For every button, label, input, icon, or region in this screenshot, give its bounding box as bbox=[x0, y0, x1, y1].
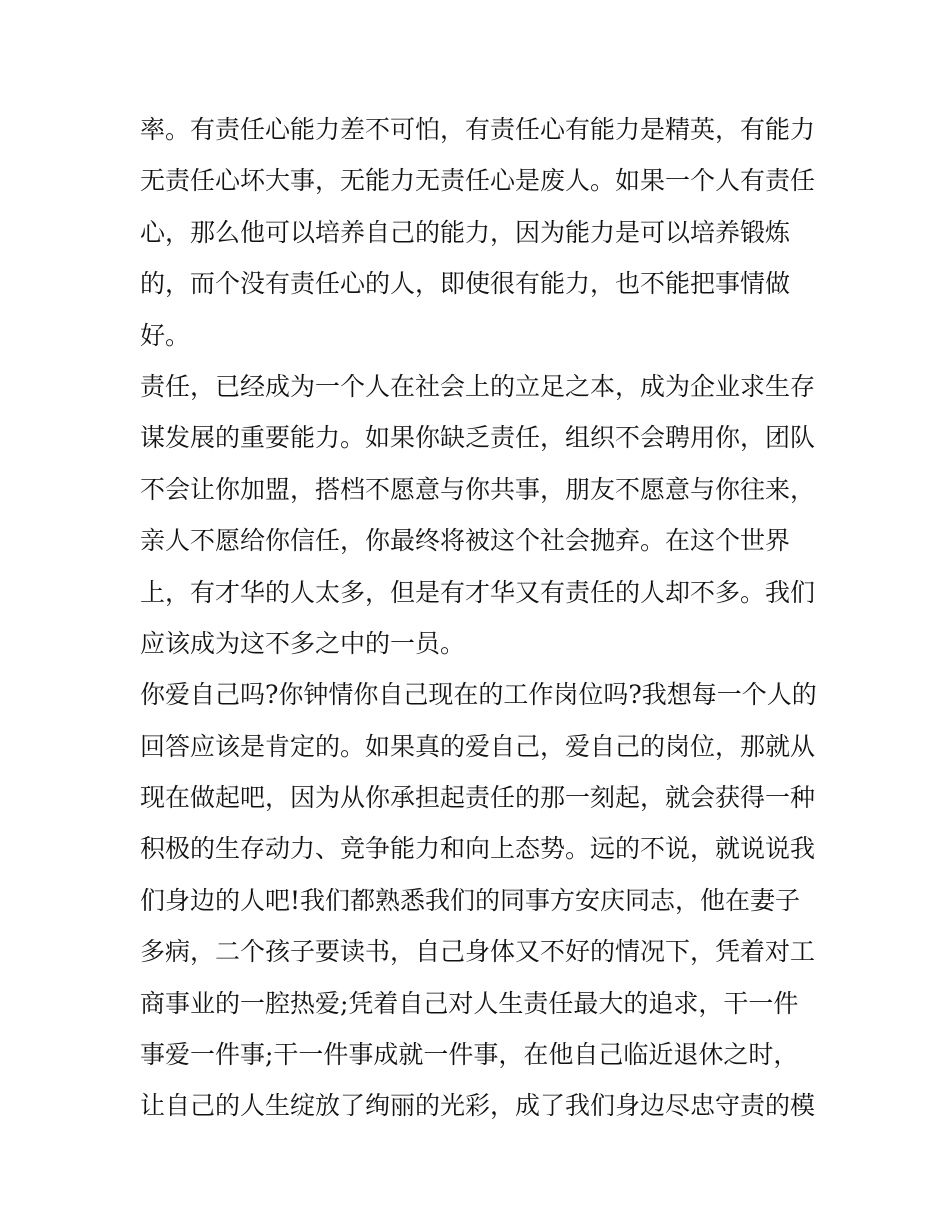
body-text bbox=[140, 104, 830, 1132]
text-line: 让自己的人生绽放了绚丽的光彩，成了我们身边尽忠守责的模 bbox=[140, 1091, 816, 1121]
text-line: 心，那么他可以培养自己的能力，因为能力是可以培养锻炼 bbox=[140, 217, 791, 247]
text-line: 积极的生存动力、竞争能力和向上态势。远的不说，就说说我 bbox=[140, 834, 816, 864]
text-line: 不会让你加盟，搭档不愿意与你共事，朋友不愿意与你往来， bbox=[140, 474, 816, 504]
text-line: 率。有责任心能力差不可怕，有责任心有能力是精英，有能力 bbox=[140, 115, 816, 144]
text-line: 无责任心坏大事，无能力无责任心是废人。如果一个人有责任 bbox=[140, 166, 816, 196]
text-line: 回答应该是肯定的。如果真的爱自己，爱自己的岗位，那就从 bbox=[140, 731, 816, 761]
text-line: 商事业的一腔热爱;凭着自己对人生责任最大的追求，干一件 bbox=[140, 988, 799, 1018]
text-line: 上，有才华的人太多，但是有才华又有责任的人却不多。我们 bbox=[140, 577, 816, 607]
text-line: 们身边的人吧!我们都熟悉我们的同事方安庆同志，他在妻子 bbox=[140, 885, 801, 915]
text-line: 多病，二个孩子要读书，自己身体又不好的情况下，凭着对工 bbox=[140, 937, 816, 967]
text-line: 应该成为这不多之中的一员。 bbox=[140, 628, 466, 658]
text-line: 责任，已经成为一个人在社会上的立足之本，成为企业求生存 bbox=[140, 371, 816, 401]
text-line: 好。 bbox=[140, 320, 191, 350]
text-line: 谋发展的重要能力。如果你缺乏责任，组织不会聘用你，团队 bbox=[140, 423, 816, 453]
text-line: 的，而个没有责任心的人，即使很有能力，也不能把事情做 bbox=[140, 269, 791, 299]
text-line: 现在做起吧，因为从你承担起责任的那一刻起，就会获得一种 bbox=[140, 783, 816, 813]
text-line: 亲人不愿给你信任，你最终将被这个社会抛弃。在这个世界 bbox=[140, 526, 791, 556]
text-line: 你爱自己吗?你钟情你自己现在的工作岗位吗?我想每一个人的 bbox=[140, 680, 817, 710]
text-line: 事爱一件事;干一件事成就一件事，在他自己临近退休之时， bbox=[140, 1040, 799, 1070]
